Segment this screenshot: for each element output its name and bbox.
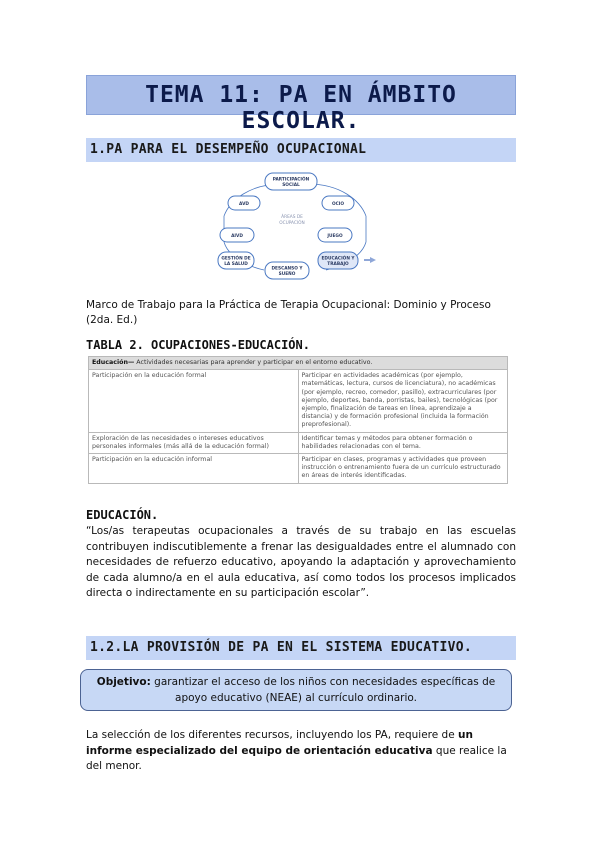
node-label: AVD — [239, 202, 249, 207]
education-heading: EDUCACIÓN. — [86, 508, 159, 522]
table-row — [89, 432, 508, 453]
arrow-icon — [364, 257, 376, 263]
objective-callout — [80, 669, 512, 711]
objective-label: Objetivo: — [96, 676, 151, 688]
section-heading-bar — [86, 138, 516, 162]
node-label: TRABAJO — [327, 262, 349, 267]
node-label: JUEGO — [327, 234, 343, 239]
node-label: GESTIÓN DE — [221, 256, 251, 262]
education-quote: “Los/as terapeutas ocupacionales a través de su trabajo en las escuelas contribuyen indiscutiblemente a frenar las desigualdades entre el alumnado con necesidades de refuerzo educativo, apoyando la adaptación y aprovechamiento de cada alumno/a en el aula educativa, así como todos los procesos implicados directa o indirectamente en su participación escolar”. — [86, 525, 516, 600]
table-cell: Participar en actividades académicas (por ejemplo, matemáticas, lectura, cursos de licenciatura), no académicas (por ejemplo, recreo, comedor, pasillo), extracurriculares (por ejemplo, deportes, banda, porristas, bailes), tecnológicas (por ejemplo, finalización de tareas en línea, aprendizaje a distancia) y de formación profesional (incluida la formación preprofesional). — [298, 370, 508, 432]
diagram-caption: Marco de Trabajo para la Práctica de Terapia Ocupacional: Dominio y Proceso (2da. Ed.) — [86, 299, 491, 326]
node-label: PARTICIPACIÓN — [272, 177, 310, 183]
node-label: LA SALUD — [224, 262, 248, 267]
section-heading-bar — [86, 636, 516, 660]
node-label: SUEÑO — [278, 272, 296, 277]
page-title: TEMA 11: PA EN ÁMBITO ESCOLAR. — [145, 82, 457, 134]
table-cell: Identificar temas y métodos para obtener formación o habilidades relacionadas con el tema. — [298, 432, 508, 453]
table-row — [89, 370, 508, 432]
table-header-row — [89, 357, 508, 370]
title-banner — [86, 75, 516, 134]
paragraph-text: que realice la del menor. — [86, 744, 507, 773]
section-heading: 1.PA PARA EL DESEMPEÑO OCUPACIONAL — [90, 142, 367, 157]
paragraph-bold: un informe especializado del equipo de orientación educativa — [86, 729, 473, 757]
table-cell: Participar en clases, programas y actividades que proveen instrucción o entrenamiento fuera de un currículo estructurado en áreas de interés identificadas. — [298, 454, 508, 484]
node-label: AIVD — [231, 234, 243, 239]
occupation-areas-diagram — [210, 170, 380, 280]
node-label: EDUCACIÓN Y — [321, 256, 355, 262]
table-title: TABLA 2. OCUPACIONES-EDUCACIÓN. — [86, 338, 310, 352]
body-paragraph — [86, 728, 516, 775]
table-cell: Participación en la educación informal — [89, 454, 299, 484]
table-row — [89, 454, 508, 484]
objective-text: garantizar el acceso de los niños con necesidades específicas de apoyo educativo (NEAE) al currículo ordinario. — [150, 676, 496, 704]
node-label: OCIO — [331, 202, 345, 207]
table-header-bold: Educación— — [92, 359, 135, 366]
table-cell: Participación en la educación formal — [89, 370, 299, 432]
diagram-center-label: ÁREAS DE — [281, 215, 303, 220]
paragraph-text: La selección de los diferentes recursos, incluyendo los PA, requiere de — [86, 729, 459, 741]
node-label: DESCANSO Y — [271, 266, 303, 272]
education-table — [88, 356, 508, 484]
node-label: SOCIAL — [282, 183, 300, 188]
table-header-text: Actividades necesarias para aprender y participar en el entorno educativo. — [134, 359, 373, 366]
diagram-center-label: OCUPACIÓN — [279, 221, 305, 226]
table-cell: Exploración de las necesidades o intereses educativos personales informales (más allá de la educación formal) — [89, 432, 299, 453]
section-heading: 1.2.LA PROVISIÓN DE PA EN EL SISTEMA EDUCATIVO. — [90, 640, 472, 655]
